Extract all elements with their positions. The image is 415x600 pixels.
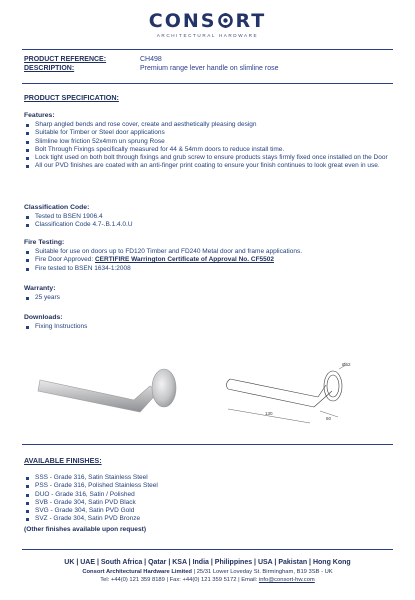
features-list — [24, 121, 394, 171]
footer-countries: UK | UAE | South Africa | Qatar | KSA | India | Philippines | USA | Pakistan | Hong Kong — [64, 559, 351, 566]
dimension-length: 130 — [265, 411, 273, 416]
lever-handle-photo — [34, 358, 184, 428]
finishes-title: AVAILABLE FINISHES: — [24, 456, 102, 465]
brand-tagline: ARCHITECTURAL HARDWARE — [156, 33, 259, 38]
finishes-note: (Other finishes available upon request) — [24, 526, 147, 533]
brand-name-part2: RT — [235, 10, 267, 32]
finishes-top-rule — [22, 444, 393, 445]
downloads-heading: Downloads: — [24, 314, 63, 321]
fire-approved-prefix: Fire Door Approved: — [35, 256, 94, 264]
technical-drawing — [210, 357, 360, 437]
warranty-heading: Warranty: — [24, 285, 56, 292]
dimension-rose-diameter: Ø52 — [342, 362, 351, 367]
list-item: DUO - Grade 316, Satin / Polished — [24, 491, 394, 499]
fixing-instructions-link[interactable]: Fixing Instructions — [35, 323, 88, 330]
fire-heading: Fire Testing: — [24, 239, 65, 246]
brand-logo — [0, 10, 415, 38]
list-item: Suitable for use on doors up to FD120 Timber and FD240 Metal door and frame applications. — [24, 248, 394, 256]
brand-name-part1: CONS — [148, 10, 217, 32]
product-reference-value: CH498 — [140, 56, 162, 63]
downloads-list — [24, 323, 394, 331]
list-item: All our PVD finishes are coated with an anti-finger print coating to ensure your finish continues to look great even in use. — [24, 162, 394, 170]
list-item — [24, 256, 394, 264]
list-item: Fire tested to BSEN 1634-1:2008 — [24, 265, 394, 273]
footer-company: Consort Architectural Hardware Limited — [82, 569, 192, 575]
list-item: Suitable for Timber or Steel door applications — [24, 129, 394, 137]
dimension-projection: 60 — [326, 416, 332, 421]
list-item: Sharp angled bends and rose cover, create and aesthetically pleasing design — [24, 121, 394, 129]
features-heading: Features: — [24, 112, 55, 119]
spec-title: PRODUCT SPECIFICATION: — [24, 93, 119, 102]
product-reference-label: PRODUCT REFERENCE: — [24, 56, 107, 63]
description-label: DESCRIPTION: — [24, 65, 75, 72]
list-item: 25 years — [24, 294, 394, 302]
header-top-rule — [22, 49, 393, 50]
list-item: SSS - Grade 316, Satin Stainless Steel — [24, 474, 394, 482]
warranty-list — [24, 294, 394, 302]
list-item: SVB - Grade 304, Satin PVD Black — [24, 499, 394, 507]
cog-o-icon — [217, 13, 234, 28]
header-bottom-rule — [22, 83, 393, 84]
footer-contact-text: Tel: +44(0) 121 359 8189 | Fax: +44(0) 121 359 5172 | Email: — [100, 577, 259, 583]
footer-email-link[interactable]: info@consort-hw.com — [258, 577, 315, 583]
list-item: Lock tight used on both bolt through fixings and grub screw to ensure products stays firmly fixed once installed on the Door — [24, 154, 394, 162]
footer-contact — [0, 577, 415, 583]
list-item: Bolt Through Fixings specifically measured for 44 & 54mm doors to reduce install time. — [24, 146, 394, 154]
list-item: PSS - Grade 316, Polished Stainless Steel — [24, 482, 394, 490]
list-item: SVG - Grade 304, Satin PVD Gold — [24, 507, 394, 515]
finishes-list — [24, 474, 394, 524]
footer-address-text: | 25/31 Lower Loveday St. Birmingham, B19 3SB - UK — [191, 569, 333, 575]
list-item: Tested to BSEN 1906.4 — [24, 213, 394, 221]
classification-list — [24, 213, 394, 230]
footer-rule — [22, 549, 393, 550]
list-item: SVZ - Grade 304, Satin PVD Bronze — [24, 515, 394, 523]
classification-heading: Classification Code: — [24, 204, 90, 211]
footer-address — [0, 569, 415, 575]
list-item — [24, 323, 394, 331]
list-item: Classification Code 4.7-.B.1.4.0.U — [24, 221, 394, 229]
brand-wordmark — [0, 10, 415, 32]
fire-list — [24, 248, 394, 273]
list-item: Slimline low friction 52x4mm un sprung Rose — [24, 138, 394, 146]
certifire-link[interactable]: CERTIFIRE Warrington Certificate of Approval No. CF5502 — [94, 256, 274, 264]
description-value: Premium range lever handle on slimline rose — [140, 65, 279, 72]
